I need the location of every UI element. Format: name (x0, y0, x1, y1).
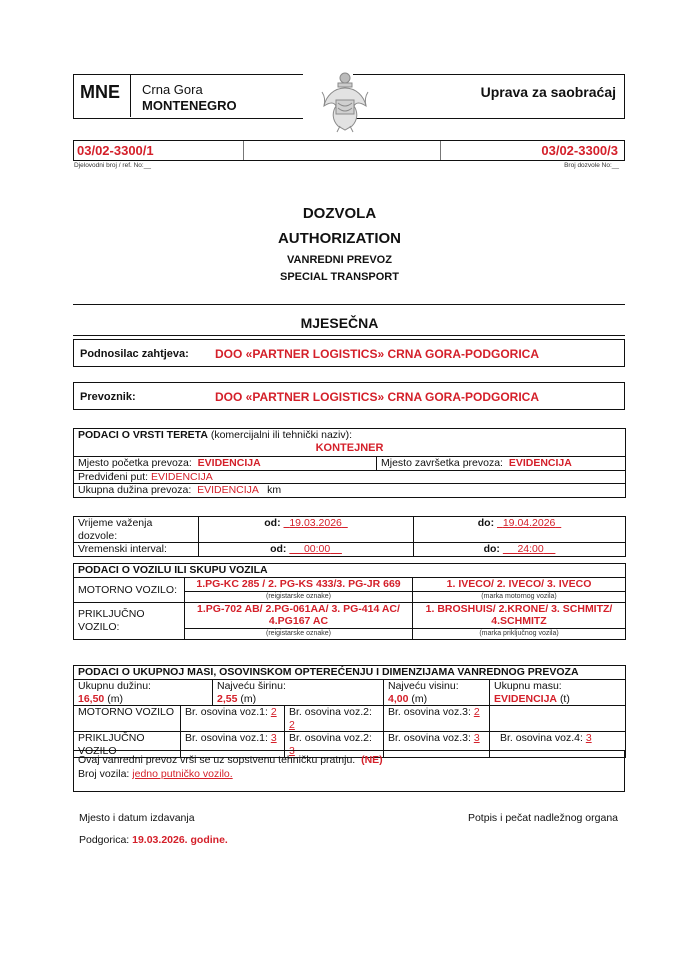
validity-to-cell (414, 517, 626, 543)
trailer-make: 1. BROSHUIS/ 2.KRONE/ 3. SCHMITZ/ 4.SCHMITZ (413, 602, 626, 628)
permit-number: 03/02-3300/3 (541, 143, 618, 158)
title-dozvola: DOZVOLA (302, 205, 377, 222)
width-cell (213, 680, 384, 706)
mass-unit: (t) (559, 692, 570, 705)
country-code: MNE (74, 75, 131, 117)
width-unit: (m) (240, 692, 257, 705)
axle-cell-empty (490, 706, 626, 732)
cargo-start-cell (74, 457, 377, 471)
title-authorization: AUTHORIZATION (277, 230, 402, 247)
carrier-box (73, 382, 625, 410)
title-special-transport: SPECIAL TRANSPORT (280, 271, 399, 283)
cargo-end-label: Mjesto završetka prevoza: (381, 457, 503, 469)
axle-cell: Br. osovina voz.1: 3 (181, 732, 285, 758)
mass-value: EVIDENCIJA (494, 692, 558, 705)
length-unit: (m) (107, 692, 123, 705)
validity-to-date: 19.04.2026 (502, 517, 556, 529)
country-name-en: MONTENEGRO (142, 98, 237, 113)
interval-from-cell (199, 543, 414, 557)
cargo-type: KONTEJNER (315, 441, 384, 454)
cargo-length-label: Ukupna dužina prevoza: (78, 484, 192, 496)
validity-from-date: 19.03.2026 (289, 517, 342, 529)
country-name-local: Crna Gora (142, 82, 203, 97)
mass-cell (490, 680, 626, 706)
issue-place: Podgorica: (79, 834, 130, 846)
axle-cell: Br. osovina voz.2: 3 (285, 732, 384, 758)
cargo-length-value: EVIDENCIJA (197, 484, 259, 496)
mass-label: Ukupnu masu: (494, 680, 562, 692)
header-right-box (353, 74, 625, 119)
carrier-label: Prevoznik: (80, 391, 136, 403)
issue-place-date (79, 834, 228, 846)
cargo-length-unit: km (267, 484, 282, 496)
escort-text: Ovaj vanredni prevoz vrši se uz sopstvenu tehničku pratnju. (78, 754, 356, 766)
applicant-value: DOO «PARTNER LOGISTICS» CRNA GORA-PODGORICA (215, 347, 540, 361)
ref-number-label: Djelovodni broj / ref. No:__ (74, 162, 151, 169)
country-name (142, 82, 237, 114)
axle-cell: Br. osovina voz.3: 2 (384, 706, 490, 732)
cargo-route-value: EVIDENCIJA (150, 470, 213, 483)
validity-to-label: do: (477, 517, 495, 529)
motor-make-caption: (marka motornog vozila) (413, 591, 626, 602)
axle-row-label: MOTORNO VOZILO (74, 706, 181, 732)
reference-row (73, 140, 625, 161)
divider (73, 335, 625, 336)
cargo-route-cell (74, 470, 626, 484)
ref-number: 03/02-3300/1 (74, 141, 244, 160)
escort-line (78, 753, 620, 767)
applicant-label: Podnosilac zahtjeva: (80, 348, 189, 360)
escort-box (73, 750, 625, 792)
cargo-table (73, 428, 626, 498)
axle-row-label: PRIKLJUČNO VOZILO (74, 732, 181, 758)
length-cell (74, 680, 213, 706)
cargo-route-label: Predviđeni put: (78, 470, 149, 483)
divider (73, 304, 625, 305)
vehicle-heading: PODACI O VOZILU ILI SKUPU VOZILA (74, 564, 626, 578)
agency-name: Uprava za saobraćaj (480, 84, 616, 100)
height-value: 4,00 (388, 692, 409, 705)
interval-label: Vremenski interval: (74, 543, 199, 557)
validity-table (73, 516, 626, 557)
signature-label: Potpis i pečat nadležnog organa (467, 812, 618, 824)
dimensions-heading: PODACI O UKUPNOJ MASI, OSOVINSKOM OPTEREĆENJU I DIMENZIJAMA VANREDNOG PREVOZA (74, 666, 626, 680)
axle-cell: Br. osovina voz.4: 3 (490, 732, 626, 758)
height-cell (384, 680, 490, 706)
permit-number-label: Broj dozvole No:__ (564, 162, 619, 169)
validity-label: Vrijeme važenja dozvole: (74, 517, 199, 543)
height-label: Najveću visinu: (388, 680, 459, 692)
permit-period: MJESEČNA (300, 315, 379, 331)
interval-to-label: do: (483, 543, 500, 555)
trailer-plates: 1.PG-702 AB/ 2.PG-061AA/ 3. PG-414 AC/ 4.PG167 AC (185, 602, 413, 628)
cargo-heading-cell (74, 429, 626, 457)
interval-to-time: 24:00 (517, 543, 544, 555)
trailer-label: PRIKLJUČNO VOZILO: (74, 602, 185, 639)
header-left-box (73, 74, 303, 119)
motor-plates-caption: (reigistarske oznake) (185, 591, 413, 602)
cargo-heading-note: (komercijalni ili tehnički naziv): (210, 429, 353, 441)
cargo-end-cell (377, 457, 626, 471)
axle-cell: Br. osovina voz.2: 2 (285, 706, 384, 732)
escort-answer: (NE) (361, 754, 383, 766)
cargo-start-label: Mjesto početka prevoza: (78, 457, 192, 469)
axle-cell: Br. osovina voz.3: 3 (384, 732, 490, 758)
cargo-length-cell (74, 484, 626, 498)
validity-from-cell (199, 517, 414, 543)
trailer-make-caption: (marka priključnog vozila) (413, 628, 626, 639)
cargo-start-value: EVIDENCIJA (197, 457, 261, 469)
motor-vehicle-label: MOTORNO VOZILO: (74, 578, 185, 603)
motor-make: 1. IVECO/ 2. IVECO/ 3. IVECO (413, 578, 626, 592)
title-vanredni-prevoz: VANREDNI PREVOZ (287, 254, 392, 266)
trailer-plates-caption: (reigistarske oznake) (185, 628, 413, 639)
escort-count-label: Broj vozila: (78, 768, 130, 780)
width-label: Najveću širinu: (217, 680, 286, 692)
axle-row-motor (74, 706, 626, 732)
escort-count-value: jedno putničko vozilo. (132, 768, 233, 780)
carrier-value: DOO «PARTNER LOGISTICS» CRNA GORA-PODGORICA (215, 390, 540, 404)
interval-to-cell (414, 543, 626, 557)
applicant-box (73, 339, 625, 367)
montenegro-coat-of-arms-icon (316, 70, 374, 134)
length-value: 16,50 (78, 692, 105, 705)
validity-from-label: od: (264, 517, 281, 529)
cargo-end-value: EVIDENCIJA (508, 457, 572, 469)
width-value: 2,55 (217, 692, 238, 705)
interval-from-time: 00:00 (303, 543, 331, 555)
vehicle-table (73, 563, 626, 640)
dimensions-table (73, 665, 626, 758)
interval-from-label: od: (270, 543, 287, 555)
issue-date: 19.03.2026. godine. (132, 834, 228, 846)
ref-blank-cell (244, 141, 441, 160)
cargo-heading: PODACI O VRSTI TERETA (78, 429, 208, 441)
height-unit: (m) (411, 692, 428, 705)
place-date-label: Mjesto i datum izdavanja (79, 812, 195, 824)
motor-plates: 1.PG-KC 285 / 2. PG-KS 433/3. PG-JR 669 (185, 578, 413, 592)
length-label: Ukupnu dužinu: (78, 680, 151, 692)
axle-cell: Br. osovina voz.1: 2 (181, 706, 285, 732)
escort-count-line (78, 767, 620, 781)
